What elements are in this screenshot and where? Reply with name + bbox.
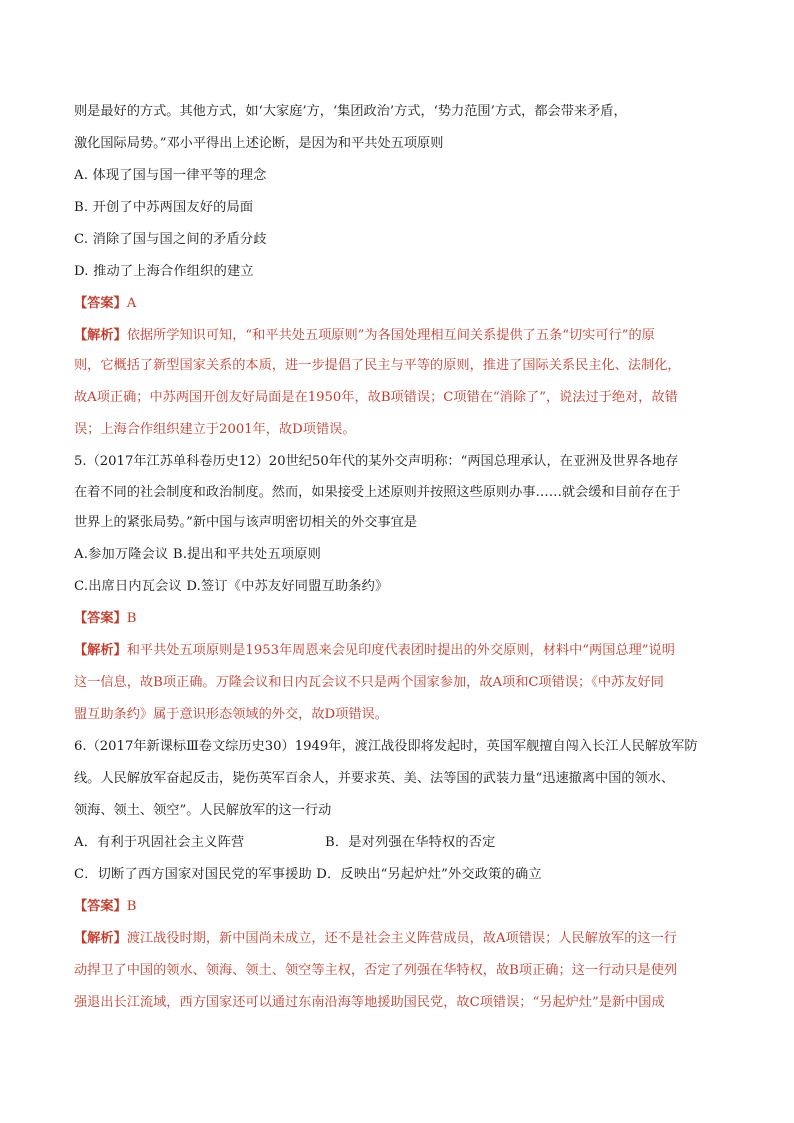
question-6-analysis-line-2: 动捍卫了中国的领水、领海、领土、领空等主权，否定了列强在华特权，故B项正确；这一行动只是使列 [74,963,678,978]
question-6-answer [74,898,724,916]
question-4-option-a: A. 体现了国与国一律平等的理念 [74,168,267,183]
question-4-stem-line-1: 则是最好的方式。其他方式，如‘大家庭’方，‘集团政治’方式，‘势力范围’方式，都会带来矛盾， [74,104,627,119]
question-6-analysis-line-3: 强退出长江流域，西方国家还可以通过东南沿海等地援助国民党，故C项错误；“另起炉灶”是新中国成 [74,995,665,1010]
question-4-answer [74,295,724,313]
question-5-answer [74,610,724,628]
analysis-text: 渡江战役时期，新中国尚未成立，还不是社会主义阵营成员，故A项错误；人民解放军的这一行 [126,931,677,946]
question-6-option-a: A．有利于巩固社会主义阵营 [74,835,245,850]
question-5-analysis-line-1 [74,642,724,660]
answer-value: A [126,296,137,311]
answer-label: 【答案】 [74,611,127,626]
analysis-text: 和平共处五项原则是1953年周恩来会见印度代表团时提出的外交原则，材料中“两国总理”说明 [126,643,675,658]
question-5-options-cd: C.出席日内瓦会议 D.签订《中苏友好同盟互助条约》 [74,579,389,594]
analysis-text: 依据所学知识可知，“和平共处五项原则”为各国处理相互间关系提供了五条“切实可行”的原 [126,328,655,343]
question-4-analysis-line-1 [74,327,724,345]
question-6-stem-line-1: 6.（2017年新课标Ⅲ卷文综历史30）1949年，渡江战役即将发起时，英国军舰擅自闯入长江人民解放军防 [74,739,698,754]
analysis-label: 【解析】 [74,931,127,946]
question-5-stem-line-3: 世界上的紧张局势。”新中国与该声明密切相关的外交事宜是 [74,515,418,530]
answer-value: B [126,899,137,914]
answer-label: 【答案】 [74,899,127,914]
question-4-analysis-line-2: 则，它概括了新型国家关系的本质，进一步提倡了民主与平等的原则，推进了国际关系民主化、法制化， [74,358,681,373]
question-5-options-ab: A.参加万隆会议 B.提出和平共处五项原则 [74,547,321,562]
analysis-label: 【解析】 [74,643,127,658]
question-6-stem-line-3: 领海、领土、领空”。人民解放军的这一行动 [74,803,332,818]
question-6-stem-line-2: 线。人民解放军奋起反击，毙伤英军百余人，并要求英、美、法等国的武装力量“迅速撤离中国的领水、 [74,771,675,786]
question-4-option-c: C. 消除了国与国之间的矛盾分歧 [74,232,267,247]
answer-value: B [126,611,137,626]
question-4-option-b: B. 开创了中苏两国友好的局面 [74,200,254,215]
answer-label: 【答案】 [74,296,127,311]
question-6-option-b: B．是对列强在华特权的否定 [325,835,496,850]
question-5-analysis-line-3: 盟互助条约》属于意识形态领域的外交，故D项错误。 [74,707,388,722]
question-6-analysis-line-1 [74,930,724,948]
question-6-options-cd: C．切断了西方国家对国民党的军事援助 D．反映出“另起炉灶”外交政策的确立 [74,867,542,882]
question-5-stem-line-1: 5.（2017年江苏单科卷历史12）20世纪50年代的某外交声明称：“两国总理承认，在亚洲及世界各地存 [74,454,679,469]
question-5-stem-line-2: 在着不同的社会制度和政治制度。然而，如果接受上述原则并按照这些原则办事……就会缓和目前存在于 [74,485,681,500]
question-4-analysis-line-4: 误；上海合作组织建立于2001年，故D项错误。 [74,422,356,437]
question-4-option-d: D. 推动了上海合作组织的建立 [74,264,254,279]
analysis-label: 【解析】 [74,328,127,343]
question-4-analysis-line-3: 故A项正确；中苏两国开创友好局面是在1950年，故B项错误；C项错在“消除了”，说法过于绝对，故错 [74,390,678,405]
question-4-stem-line-2: 激化国际局势。”邓小平得出上述论断，是因为和平共处五项原则 [74,136,444,151]
question-5-analysis-line-2: 这一信息，故B项正确。万隆会议和日内瓦会议不只是两个国家参加，故A项和C项错误；《中苏友好同 [74,675,664,690]
